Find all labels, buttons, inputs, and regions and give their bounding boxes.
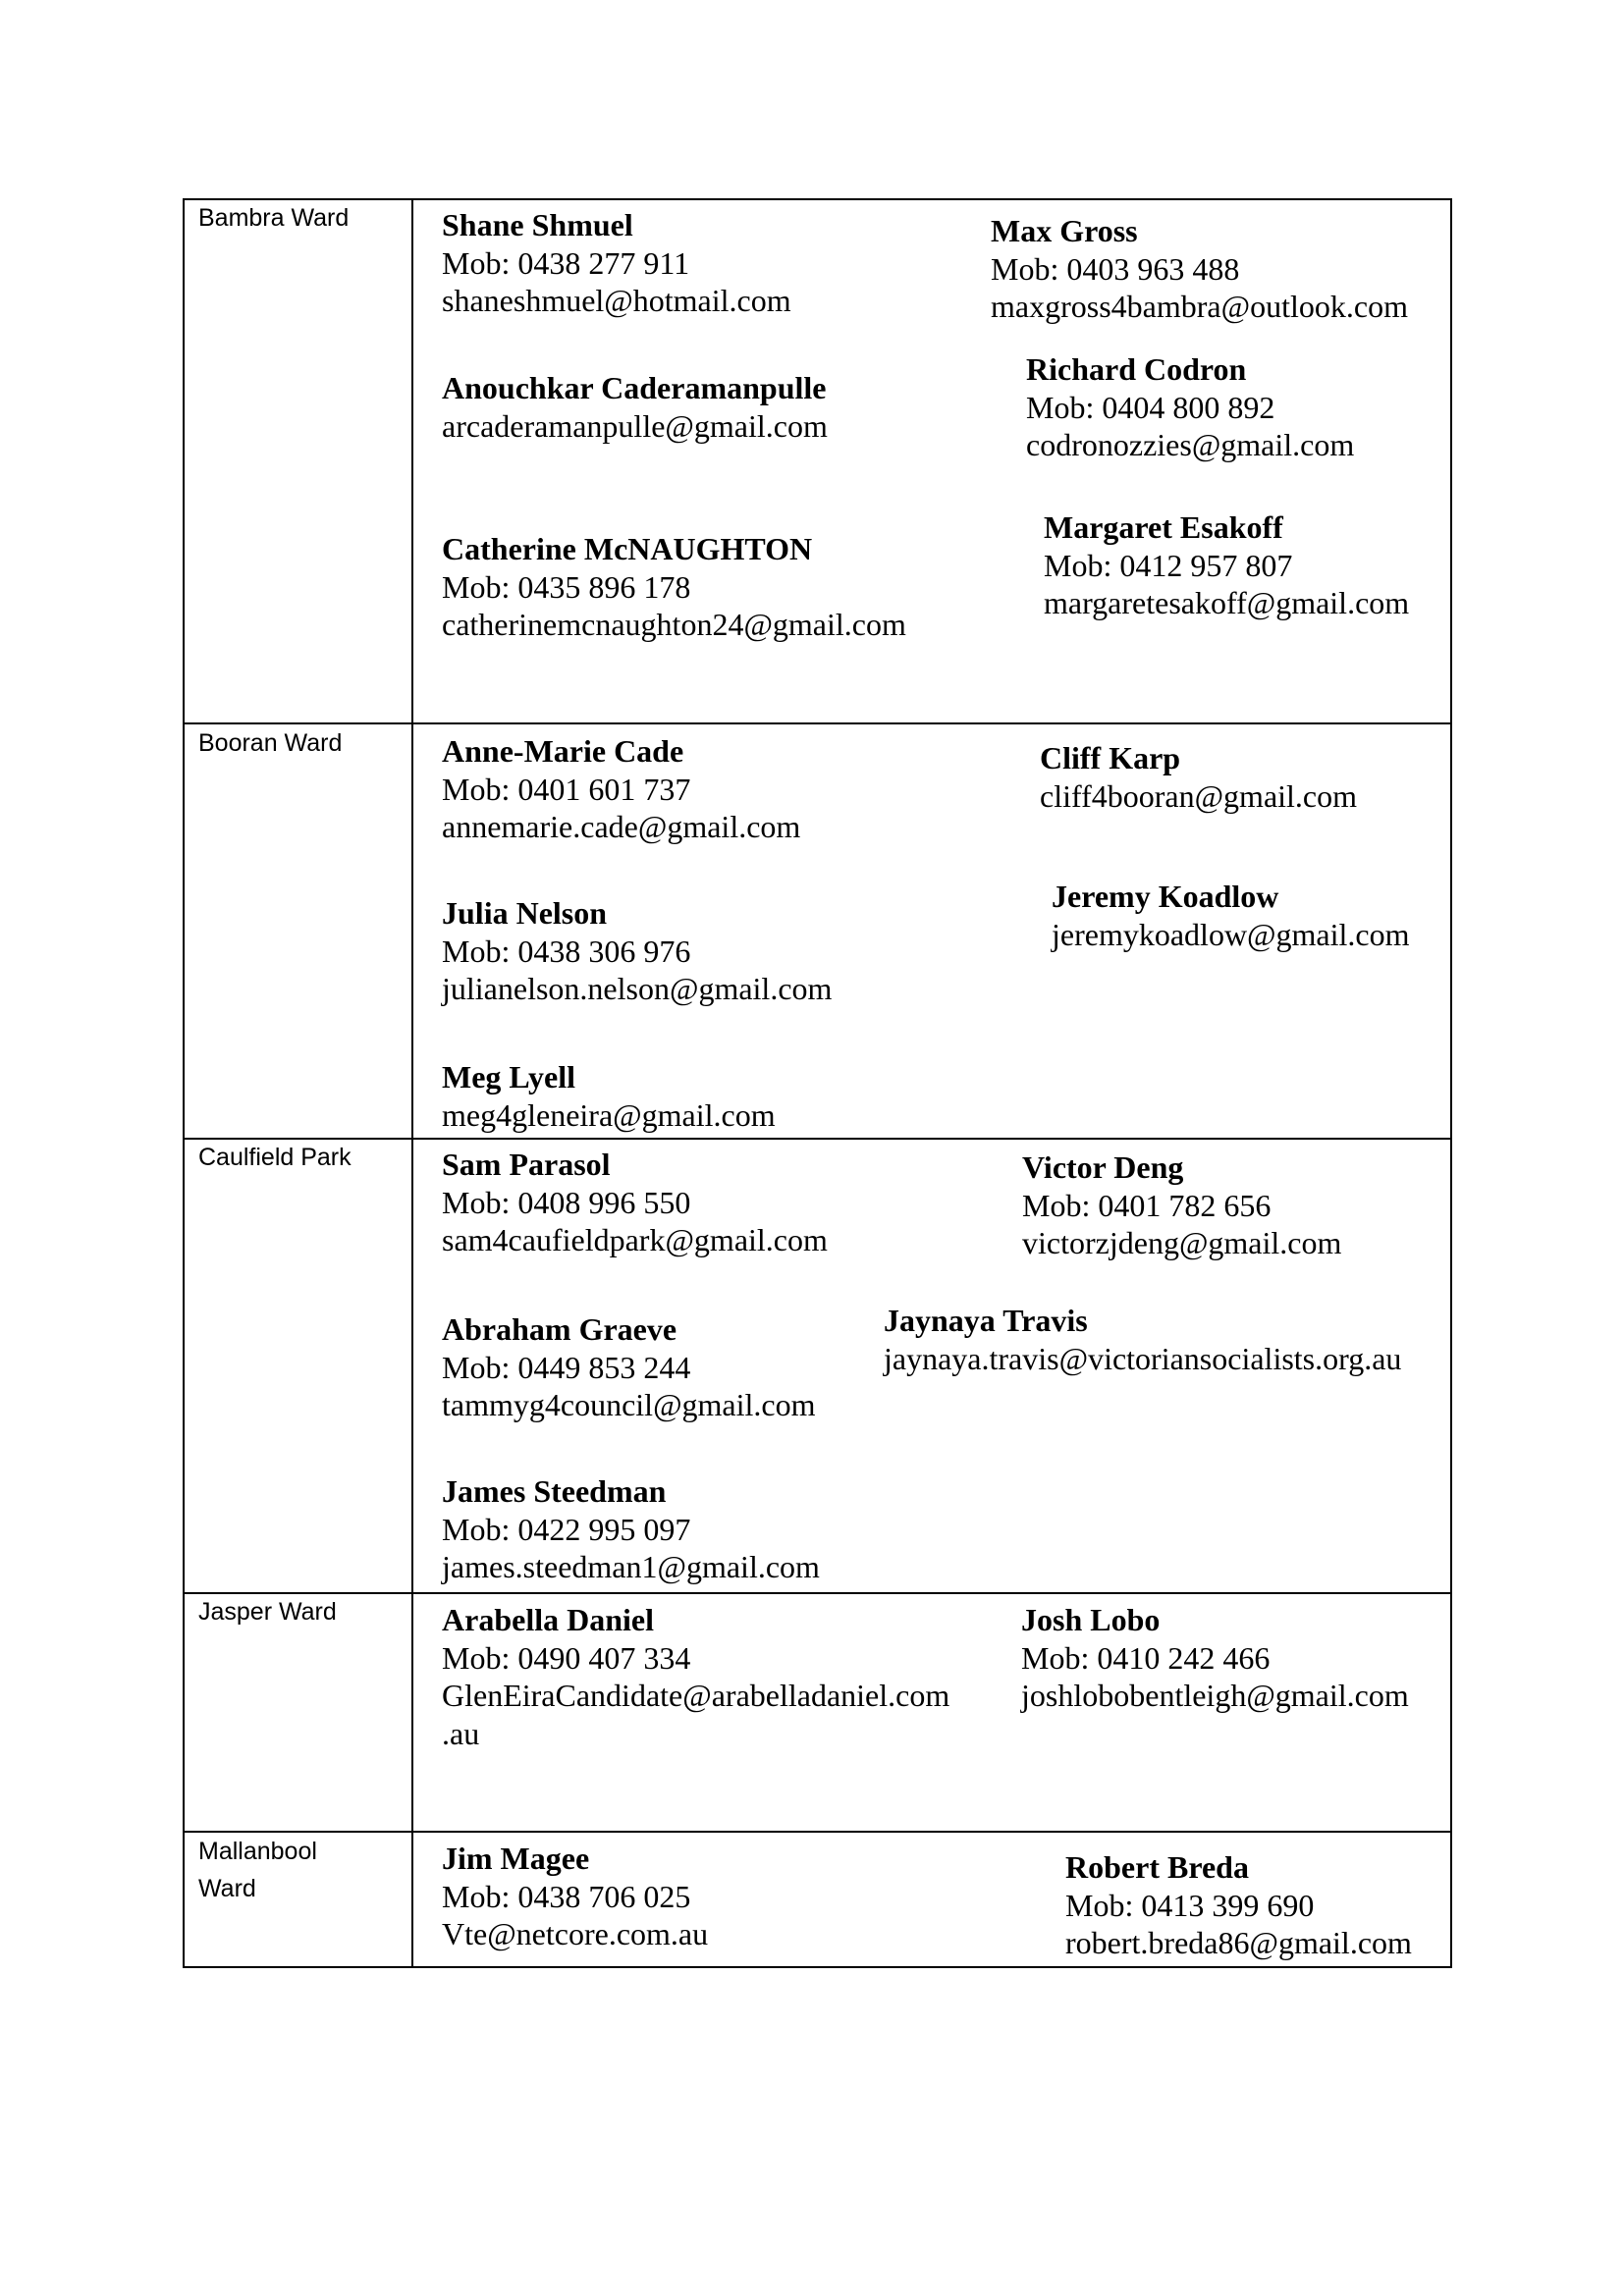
ward-label: Jasper Ward <box>198 1598 337 1626</box>
candidate-name: Shane Shmuel <box>442 207 633 242</box>
table-border-left <box>183 198 185 1968</box>
candidate-email: margaretesakoff@gmail.com <box>1044 585 1410 620</box>
candidate-name: Cliff Karp <box>1040 740 1181 775</box>
candidate-card <box>442 1310 816 1424</box>
candidate-name: Jim Magee <box>442 1841 590 1876</box>
candidate-card <box>1040 739 1357 815</box>
candidate-email: annemarie.cade@gmail.com <box>442 809 801 844</box>
candidate-name: Josh Lobo <box>1021 1602 1161 1637</box>
candidate-name: Victor Deng <box>1022 1149 1184 1185</box>
candidate-name: Max Gross <box>991 213 1138 248</box>
candidate-email: robert.breda86@gmail.com <box>1065 1925 1412 1960</box>
candidate-name: Catherine McNAUGHTON <box>442 531 813 566</box>
candidate-mobile: Mob: 0410 242 466 <box>1021 1639 1271 1676</box>
candidate-email: cliff4booran@gmail.com <box>1040 777 1358 814</box>
candidate-name: James Steedman <box>442 1473 667 1509</box>
candidate-card <box>1052 878 1409 953</box>
table-border-bottom <box>183 1966 1452 1968</box>
candidate-email: GlenEiraCandidate@arabelladaniel.com <box>442 1678 950 1713</box>
candidate-name: Margaret Esakoff <box>1044 509 1283 545</box>
candidate-card <box>884 1302 1401 1377</box>
candidate-card <box>442 369 828 445</box>
candidate-mobile: Mob: 0438 306 976 <box>442 933 691 969</box>
candidate-email: Vte@netcore.com.au <box>442 1916 709 1951</box>
candidate-card <box>442 530 906 644</box>
candidate-card <box>442 1601 949 1752</box>
candidate-email: shaneshmuel@hotmail.com <box>442 283 791 318</box>
ward-label: Booran Ward <box>198 729 343 757</box>
candidate-card <box>442 732 800 846</box>
ward-label-line: Ward <box>198 1875 256 1902</box>
candidate-card <box>1044 508 1409 622</box>
ward-label: Bambra Ward <box>198 204 350 232</box>
candidate-mobile: Mob: 0404 800 892 <box>1026 389 1275 425</box>
candidate-name: Sam Parasol <box>442 1147 611 1182</box>
candidate-name: Meg Lyell <box>442 1059 575 1095</box>
candidate-card <box>442 1840 708 1953</box>
candidate-email: jaynaya.travis@victoriansocialists.org.au <box>884 1340 1402 1376</box>
candidate-mobile: Mob: 0490 407 334 <box>442 1639 691 1676</box>
candidate-name: Jaynaya Travis <box>884 1303 1088 1338</box>
candidate-name: Anouchkar Caderamanpulle <box>442 370 827 405</box>
candidate-name: Julia Nelson <box>442 895 608 931</box>
candidate-email: joshlobobentleigh@gmail.com <box>1021 1678 1409 1713</box>
table-border-right <box>1450 198 1452 1968</box>
candidate-card <box>1065 1848 1412 1962</box>
candidate-email-continuation: .au <box>442 1715 480 1751</box>
candidate-email: sam4caufieldpark@gmail.com <box>442 1222 828 1257</box>
candidate-card <box>442 1146 828 1259</box>
candidate-mobile: Mob: 0412 957 807 <box>1044 547 1293 583</box>
candidate-card <box>442 1472 820 1586</box>
candidate-email: julianelson.nelson@gmail.com <box>442 971 833 1006</box>
candidate-card <box>442 206 791 320</box>
candidate-name: Richard Codron <box>1026 351 1247 387</box>
candidate-name: Anne-Marie Cade <box>442 733 684 769</box>
candidate-card <box>1026 350 1354 464</box>
candidate-email: catherinemcnaughton24@gmail.com <box>442 607 906 642</box>
candidate-name: Jeremy Koadlow <box>1052 879 1279 914</box>
candidate-card <box>1022 1148 1341 1262</box>
candidate-mobile: Mob: 0438 277 911 <box>442 244 690 281</box>
candidate-mobile: Mob: 0435 896 178 <box>442 568 691 605</box>
candidate-email: codronozzies@gmail.com <box>1026 427 1355 462</box>
ward-label <box>198 1833 395 1907</box>
candidate-card <box>442 1058 776 1134</box>
candidate-mobile: Mob: 0413 399 690 <box>1065 1887 1315 1923</box>
candidate-email: meg4gleneira@gmail.com <box>442 1096 776 1133</box>
column-divider <box>411 198 413 1968</box>
candidate-mobile: Mob: 0401 782 656 <box>1022 1187 1272 1223</box>
candidate-name: Arabella Daniel <box>442 1602 654 1637</box>
candidate-email: james.steedman1@gmail.com <box>442 1549 820 1584</box>
candidate-mobile: Mob: 0408 996 550 <box>442 1184 691 1220</box>
candidate-card <box>1021 1601 1409 1715</box>
candidate-name: Robert Breda <box>1065 1849 1249 1885</box>
candidate-email: maxgross4bambra@outlook.com <box>991 289 1408 324</box>
candidate-email: tammyg4council@gmail.com <box>442 1387 816 1422</box>
candidate-email: jeremykoadlow@gmail.com <box>1052 916 1410 952</box>
candidate-mobile: Mob: 0422 995 097 <box>442 1511 691 1547</box>
candidate-email: arcaderamanpulle@gmail.com <box>442 407 828 444</box>
candidate-email: victorzjdeng@gmail.com <box>1022 1225 1342 1260</box>
candidate-mobile: Mob: 0438 706 025 <box>442 1878 691 1914</box>
candidate-mobile: Mob: 0401 601 737 <box>442 771 691 807</box>
candidate-card <box>442 894 832 1008</box>
candidate-mobile: Mob: 0403 963 488 <box>991 250 1240 287</box>
candidate-name: Abraham Graeve <box>442 1311 677 1347</box>
ward-label-line: Mallanbool <box>198 1838 317 1865</box>
ward-label: Caulfield Park <box>198 1144 352 1171</box>
candidate-mobile: Mob: 0449 853 244 <box>442 1349 691 1385</box>
candidate-card <box>991 212 1408 326</box>
